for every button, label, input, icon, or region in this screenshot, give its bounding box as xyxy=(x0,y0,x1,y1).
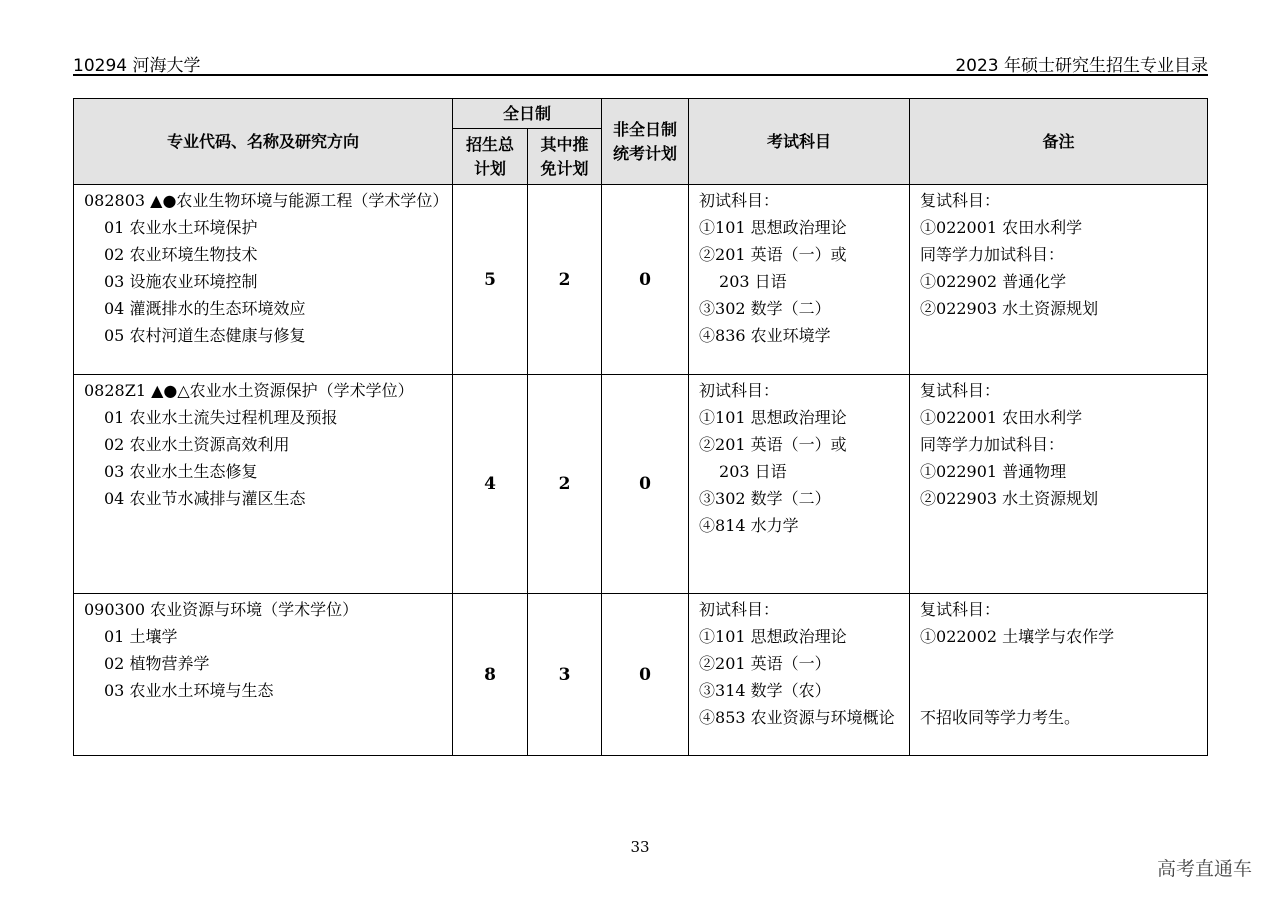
table-row xyxy=(74,594,1208,756)
major-cell xyxy=(74,594,453,756)
major-title: 082803 ▲●农业生物环境与能源工程（学术学位） xyxy=(84,191,449,210)
col-header-parttime: 非全日制 统考计划 xyxy=(602,99,689,185)
exam-subjects-cell: 初试科目： ①101 思想政治理论 ②201 英语（一）或 203 日语 ③302 数学（二） ④836 农业环境学 xyxy=(689,185,910,375)
exempt-plan-value: 2 xyxy=(528,185,602,375)
notes-cell: 复试科目： ①022001 农田水利学 同等学力加试科目： ①022901 普通物理 ②022903 水土资源规划 xyxy=(910,375,1208,594)
parttime-plan-value: 0 xyxy=(602,594,689,756)
page-number: 33 xyxy=(630,838,650,856)
major-cell xyxy=(74,185,453,375)
notes-cell: 复试科目： ①022001 农田水利学 同等学力加试科目： ①022902 普通化学 ②022903 水土资源规划 xyxy=(910,185,1208,375)
col-header-exempt-plan: 其中推 免计划 xyxy=(528,129,602,185)
catalog-title: 2023 年硕士研究生招生专业目录 xyxy=(955,56,1208,76)
parttime-plan-value: 0 xyxy=(602,185,689,375)
col-header-subjects: 考试科目 xyxy=(689,99,910,185)
watermark-text: 高考直通车 xyxy=(1156,858,1252,880)
research-direction: 03 设施农业环境控制 xyxy=(104,272,258,291)
research-direction: 05 农村河道生态健康与修复 xyxy=(104,326,306,345)
total-plan-value: 8 xyxy=(453,594,528,756)
research-direction: 01 土壤学 xyxy=(104,627,178,646)
col-header-major: 专业代码、名称及研究方向 xyxy=(74,99,453,185)
major-title: 090300 农业资源与环境（学术学位） xyxy=(84,600,359,619)
total-plan-value: 5 xyxy=(453,185,528,375)
col-header-fulltime: 全日制 xyxy=(453,99,602,129)
research-direction: 01 农业水土环境保护 xyxy=(104,218,258,237)
research-direction: 02 植物营养学 xyxy=(104,654,210,673)
total-plan-value: 4 xyxy=(453,375,528,594)
page-header xyxy=(73,50,1208,76)
table-row xyxy=(74,375,1208,594)
table-row xyxy=(74,185,1208,375)
major-catalog-table xyxy=(73,98,1208,756)
research-direction: 04 灌溉排水的生态环境效应 xyxy=(104,299,306,318)
research-direction: 04 农业节水减排与灌区生态 xyxy=(104,489,306,508)
exempt-plan-value: 3 xyxy=(528,594,602,756)
research-direction: 03 农业水土生态修复 xyxy=(104,462,258,481)
exempt-plan-value: 2 xyxy=(528,375,602,594)
university-code-name: 10294 河海大学 xyxy=(73,56,201,76)
col-header-notes: 备注 xyxy=(910,99,1208,185)
major-title: 0828Z1 ▲●△农业水土资源保护（学术学位） xyxy=(84,381,414,400)
exam-subjects-cell: 初试科目： ①101 思想政治理论 ②201 英语（一） ③314 数学（农） ④853 农业资源与环境概论 xyxy=(689,594,910,756)
research-direction: 02 农业水土资源高效利用 xyxy=(104,435,290,454)
exam-subjects-cell: 初试科目： ①101 思想政治理论 ②201 英语（一）或 203 日语 ③302 数学（二） ④814 水力学 xyxy=(689,375,910,594)
major-cell xyxy=(74,375,453,594)
research-direction: 02 农业环境生物技术 xyxy=(104,245,258,264)
col-header-total-plan: 招生总 计划 xyxy=(453,129,528,185)
research-direction: 03 农业水土环境与生态 xyxy=(104,681,274,700)
parttime-plan-value: 0 xyxy=(602,375,689,594)
research-direction: 01 农业水土流失过程机理及预报 xyxy=(104,408,338,427)
notes-cell: 复试科目： ①022002 土壤学与农作学 不招收同等学力考生。 xyxy=(910,594,1208,756)
